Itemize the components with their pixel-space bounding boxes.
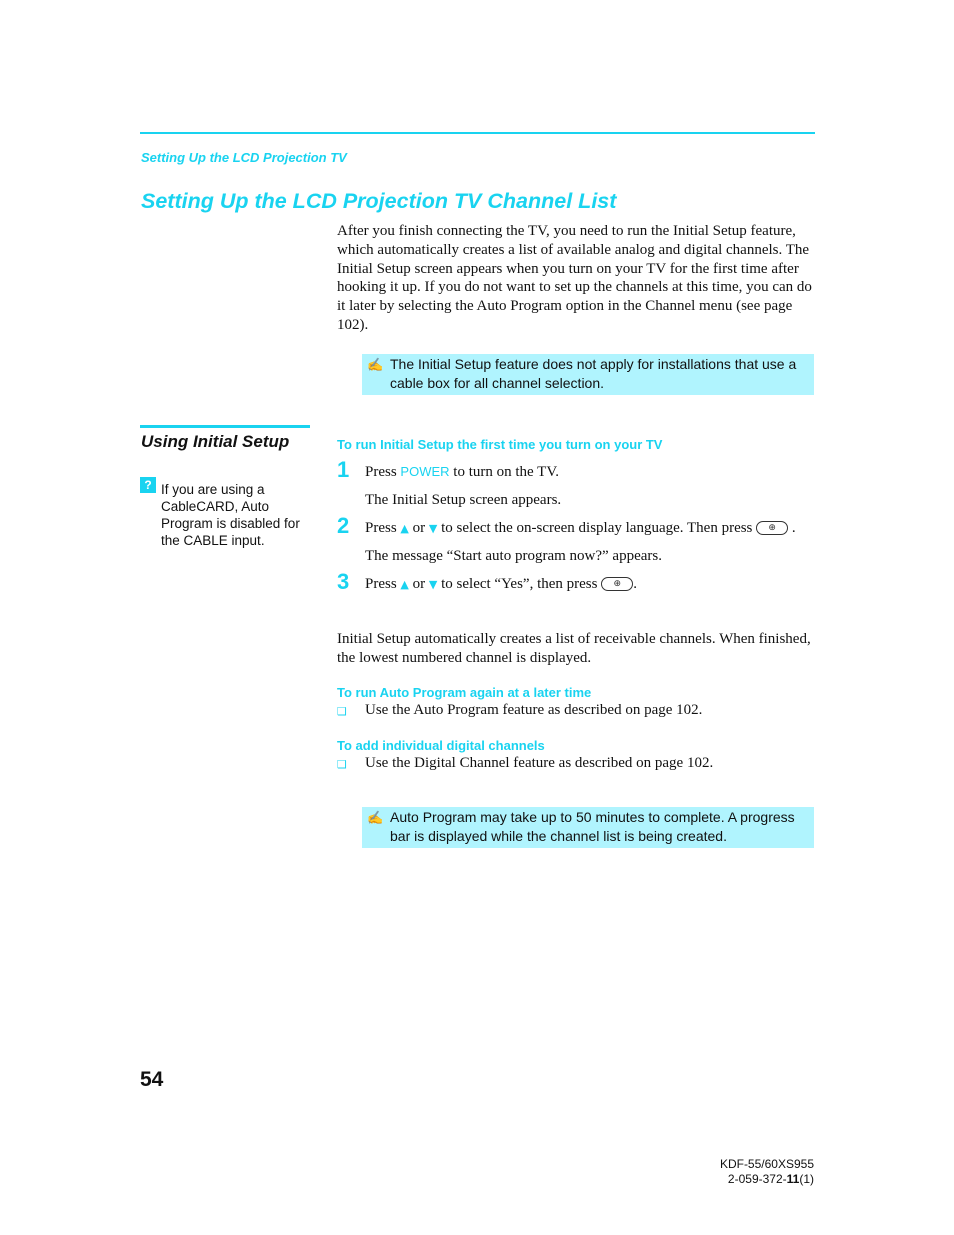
step-3-instruction xyxy=(365,575,637,594)
sidebar-rule xyxy=(140,425,310,428)
step-number: 1 xyxy=(337,457,350,482)
down-arrow-icon: ▼ xyxy=(428,578,438,591)
top-rule xyxy=(140,132,815,134)
step-text: . xyxy=(633,576,637,592)
lightbulb-tip-icon: ? xyxy=(140,477,156,493)
pencil-note-icon: ✍ xyxy=(367,810,384,825)
list-item: Use the Auto Program feature as described on page 102. xyxy=(365,702,703,718)
section-heading-digital-channels: To add individual digital channels xyxy=(337,738,545,753)
step-text: Press xyxy=(365,520,397,536)
step-text: to select the on-screen display language. Then press xyxy=(441,520,753,536)
step-1-instruction xyxy=(365,463,559,481)
running-head: Setting Up the LCD Projection TV xyxy=(141,150,347,165)
note-line: cable box for all channel selection. xyxy=(390,375,605,391)
step-text: to select “Yes”, then press xyxy=(441,576,598,592)
step-text: . xyxy=(791,520,796,536)
model-number: KDF-55/60XS955 xyxy=(719,1157,814,1171)
step-text: Press xyxy=(365,576,397,592)
down-arrow-icon: ▼ xyxy=(428,522,438,535)
note-box-auto-program xyxy=(362,807,814,848)
step-text: to turn on the TV. xyxy=(453,464,559,480)
checkbox-bullet-icon: ❑ xyxy=(337,758,347,771)
power-key-label: POWER xyxy=(400,464,450,479)
summary-paragraph: Initial Setup automatically creates a list of receivable channels. When finished, the lowest numbered channel is displayed. xyxy=(337,631,811,666)
part-suffix: (1) xyxy=(799,1172,814,1186)
pencil-note-icon: ✍ xyxy=(367,357,384,372)
note-box-initial-setup xyxy=(362,354,814,395)
up-arrow-icon: ▲ xyxy=(400,522,409,535)
part-prefix: 2-059-372- xyxy=(727,1172,787,1186)
step-2-instruction xyxy=(365,519,796,538)
part-number xyxy=(720,1172,814,1187)
up-arrow-icon: ▲ xyxy=(400,578,409,591)
step-number: 2 xyxy=(337,513,350,538)
step-text: or xyxy=(412,520,426,536)
page-title: Setting Up the LCD Projection TV Channel List xyxy=(141,189,617,213)
sidebar-title: Using Initial Setup xyxy=(141,432,290,451)
list-item: Use the Digital Channel feature as described on page 102. xyxy=(365,755,714,771)
step-2-result: The message “Start auto program now?” appears. xyxy=(365,548,662,564)
section-heading-initial-setup: To run Initial Setup the first time you turn on your TV xyxy=(337,437,663,452)
step-text: or xyxy=(412,576,426,592)
tip-text: If you are using a CableCARD, Auto Program is disabled for the CABLE input. xyxy=(161,482,300,548)
intro-paragraph: After you finish connecting the TV, you need to run the Initial Setup feature, which automatically creates a list of available analog and digital channels. The Initial Setup screen appears when you turn on your TV for the first time after hooking it up. If you do not want to set up the channels at this time, you can do it later by selecting the Auto Program option in the Channel menu (see page 102). xyxy=(337,223,812,333)
section-heading-auto-program: To run Auto Program again at a later time xyxy=(337,685,592,700)
note-line: Auto Program may take up to 50 minutes to complete. A progress xyxy=(390,809,795,825)
step-1-result: The Initial Setup screen appears. xyxy=(365,492,562,508)
page-number: 54 xyxy=(140,1068,164,1091)
model-info xyxy=(720,1157,814,1187)
note-line: The Initial Setup feature does not apply for installations that use a xyxy=(390,356,797,372)
note-line: bar is displayed while the channel list is being created. xyxy=(390,828,727,844)
checkbox-bullet-icon: ❑ xyxy=(337,705,347,718)
select-button-icon: ⊕ xyxy=(601,577,633,591)
part-bold: 11 xyxy=(786,1172,800,1186)
step-text: Press xyxy=(365,464,397,480)
select-button-icon: ⊕ xyxy=(756,521,788,535)
step-number: 3 xyxy=(337,569,350,594)
